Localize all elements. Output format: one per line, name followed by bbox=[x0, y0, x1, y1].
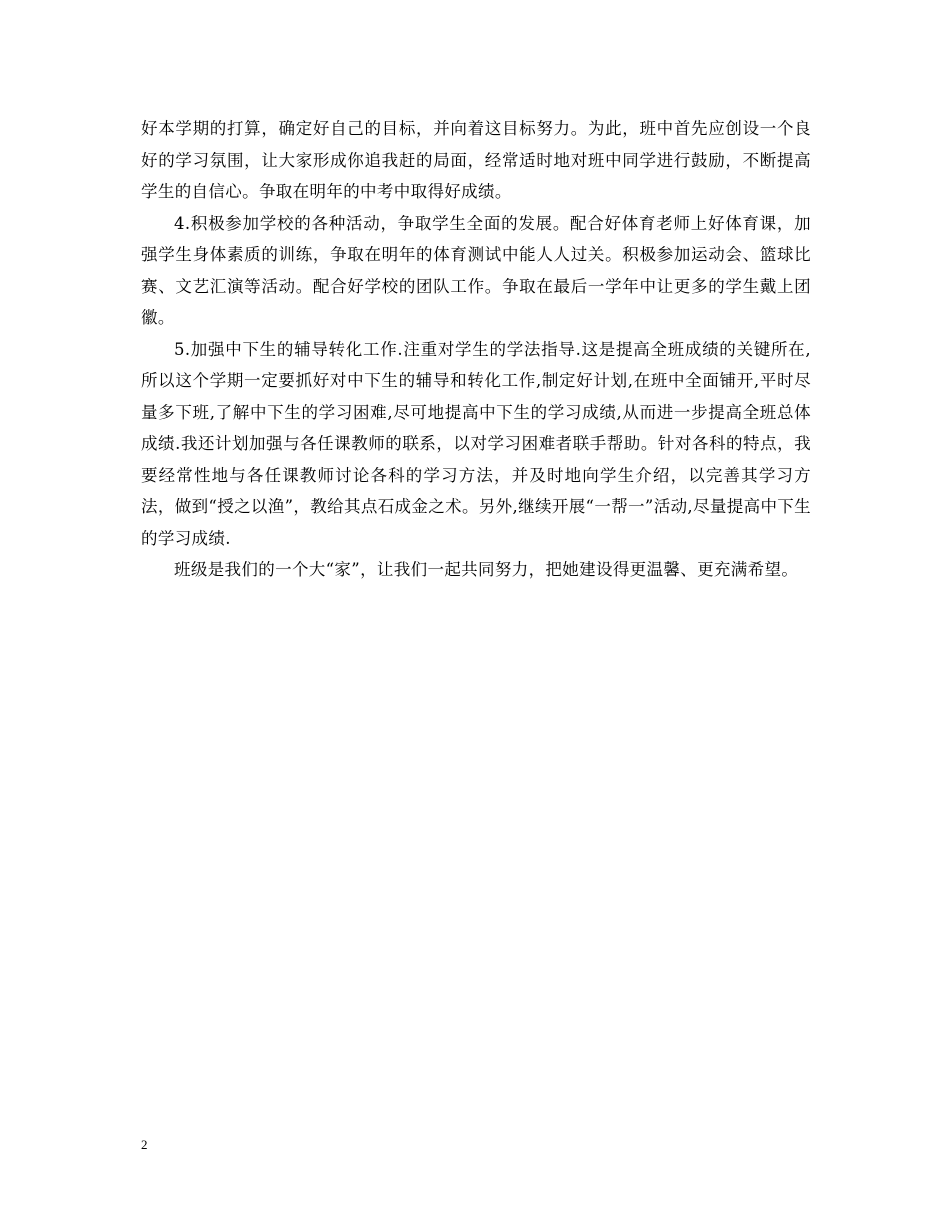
document-body bbox=[141, 113, 811, 586]
paragraph-closing: 班级是我们的一个大“家”，让我们一起共同努力，把她建设得更温馨、更充满希望。 bbox=[174, 560, 799, 579]
paragraph-continuation: 好本学期的打算，确定好自己的目标，并向着这目标努力。为此，班中首先应创设一个良好的学习氛围，让大家形成你追我赶的局面，经常适时地对班中同学进行鼓励，不断提高学生的自信心。争取在明年的中考中取得好成绩。 bbox=[141, 119, 811, 201]
page-number: 2 bbox=[141, 1137, 148, 1152]
paragraph-item-4: 4.积极参加学校的各种活动，争取学生全面的发展。配合好体育老师上好体育课，加强学生身体素质的训练，争取在明年的体育测试中能人人过关。积极参加运动会、篮球比赛、文艺汇演等活动。配合好学校的团队工作。争取在最后一学年中让更多的学生戴上团徽。 bbox=[141, 213, 811, 327]
paragraph-item-5: 5.加强中下生的辅导转化工作.注重对学生的学法指导.这是提高全班成绩的关键所在,所以这个学期一定要抓好对中下生的辅导和转化工作,制定好计划,在班中全面铺开,平时尽量多下班,了解中下生的学习困难,尽可地提高中下生的学习成绩,从而进一步提高全班总体成绩.我还计划加强与各任课教师的联系，以对学习困难者联手帮助。针对各科的特点，我要经常性地与各任课教师讨论各科的学习方法，并及时地向学生介绍，以完善其学习方法，做到“授之以渔”，教给其点石成金之术。另外,继续开展“一帮一”活动,尽量提高中下生的学习成绩. bbox=[141, 339, 811, 548]
